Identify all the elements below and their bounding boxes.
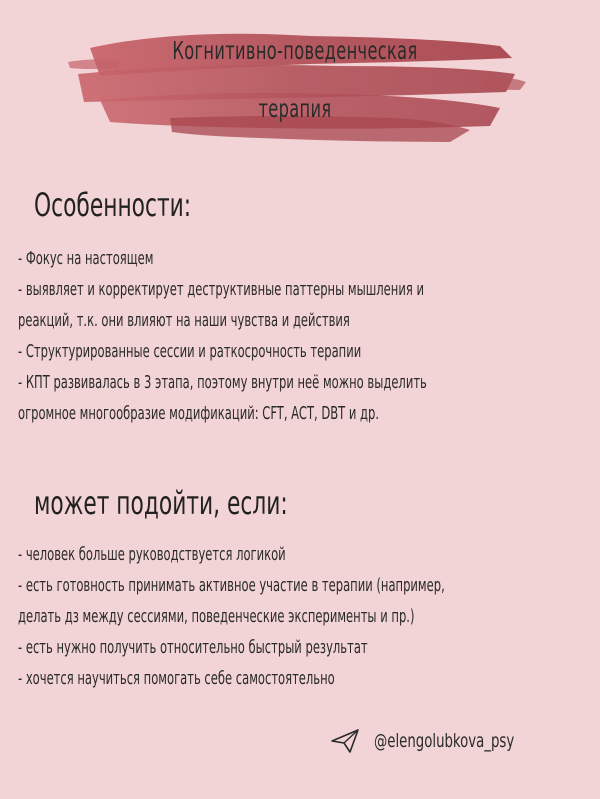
title-banner bbox=[60, 18, 530, 148]
list-item: - Фокус на настоящем bbox=[18, 249, 154, 269]
list-item: - Структурированные сессии и раткосрочность терапии bbox=[18, 342, 362, 362]
list-item: - хочется научиться помогать себе самостоятельно bbox=[18, 669, 335, 689]
footer bbox=[330, 724, 574, 758]
list-item: - человек больше руководствуется логикой bbox=[18, 545, 286, 565]
list-item: - КПТ развивалась в 3 этапа, поэтому внутри неё можно выделить bbox=[18, 373, 427, 393]
list-item: реакций, т.к. они влияют на наши чувства и действия bbox=[18, 311, 350, 331]
list-item: огромное многообразие модификаций: CFT, ACT, DBT и др. bbox=[18, 404, 380, 424]
features-heading: Особенности: bbox=[34, 186, 192, 224]
title-line-1: Когнитивно-поведенческая bbox=[172, 36, 418, 65]
list-item: - выявляет и корректирует деструктивные паттерны мышления и bbox=[18, 280, 424, 300]
suitability-list bbox=[18, 540, 590, 695]
list-item: - есть нужно получить относительно быстрый результат bbox=[18, 638, 368, 658]
features-list bbox=[18, 244, 590, 430]
list-item: - есть готовность принимать активное участие в терапии (например, bbox=[18, 576, 445, 596]
paper-plane-icon bbox=[330, 728, 360, 754]
title-line-2: терапия bbox=[258, 94, 332, 123]
suitability-heading: может подойти, если: bbox=[34, 484, 288, 522]
instagram-handle[interactable]: @elengolubkova_psy bbox=[374, 730, 515, 752]
list-item: делать дз между сессиями, поведенческие эксперименты и пр.) bbox=[18, 607, 415, 627]
